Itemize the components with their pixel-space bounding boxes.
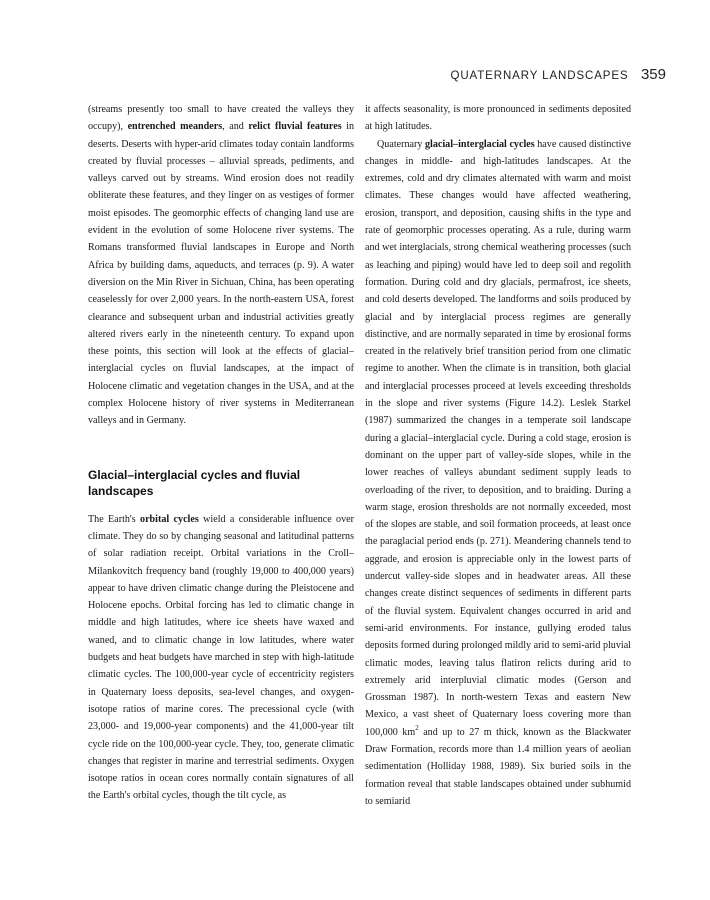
text-run: , and (222, 121, 249, 133)
left-column (88, 101, 354, 805)
key-term-entrenched-meanders: entrenched meanders (127, 121, 223, 133)
running-header (88, 66, 666, 84)
key-term-orbital-cycles: orbital cycles (140, 513, 199, 525)
page-number: 359 (640, 66, 666, 83)
text-run: wield a considerable influence over climate. They do so by changing seasonal and latitudinal patterns of solar radiation receipt. Orbital variations in the Croll–Milankovitch frequency band (roughly 19,000 to 400,000 years) appear to have driven climatic change during the Pleistocene and Holocene epochs. Orbital forcing has led to climatic change in middle and high latitudes, where ice sheets have waxed and waned, and to climatic change in low latitudes, where water budgets and heat budgets have marched in step with high-latitude climatic cycles. The 100,000-year cycle of eccentricity registers in Quaternary loess deposits, sea-level changes, and oxygen-isotope ratios of marine cores. The precessional cycle (with 23,000- and 19,000-year components) and the 41,000-year tilt cycle ride on the 100,000-year cycle. They, too, generate climatic changes that register in marine and terrestrial sediments. Oxygen isotope ratios in ocean cores normally contain signatures of all the Earth's orbital cycles, though the tilt cycle, as (88, 513, 354, 802)
text-run: (streams presently too small to have created the valleys they occupy), (88, 104, 354, 133)
key-term-glacial-interglacial-cycles: glacial–interglacial cycles (425, 138, 535, 150)
running-title: QUATERNARY LANDSCAPES (450, 70, 629, 82)
section-heading: Glacial–interglacial cycles and fluvial landscapes (88, 467, 301, 498)
paragraph-glacial-interglacial (365, 136, 631, 811)
superscript-two: 2 (415, 723, 419, 732)
text-run: have caused distinctive changes in middle- and high-latitudes landscapes. At the extremes, cold and dry climates alternated with warm and moist climates. These changes would have affected weathering, erosion, transport, and deposition, causing shifts in the type and rate of geomorphic processes operating. As a rule, during warm and wet interglacials, strong chemical weathering processes (such as leaching and piping) would have led to deep soil and regolith formation. During cold and dry glacials, permafrost, ice sheets, and cold deserts developed. The landforms and soils produced by glacial and by interglacial process regimes are generally distinctive, and are normally separated in time by erosional forms created in the relatively brief transition period from one climatic regime to another. When the climate is in transition, both glacial and interglacial processes proceed at levels exceeding thresholds in the slope and river systems (Figure 14.2). Leslek Starkel (1987) summarized the changes in a temperate soil landscape during a glacial–interglacial cycle. During a cold stage, erosion is dominant on the upper part of valley-side slopes, while in the lower reaches of valleys abundant sediment supply leads to overloading of the river, to deposition, and to braiding. During a warm stage, erosion thresholds are not normally exceeded, most of the slopes are stable, and soil formation proceeds, at least once the paraglacial period ends (p. 271). Meandering channels tend to aggrade, and erosion is appreciable only in the lowest parts of undercut valley-side slopes and in headwater areas. All these changes create distinct sequences of sediments in different parts of the fluvial system. Equivalent changes occurred in arid and semi-arid environments. For instance, gullying eroded talus deposits formed during prolonged mildly arid to semi-arid pluvial climatic modes, leaving talus flatiron relicts during arid to extremely arid interpluvial climatic modes (Gerson and Grossman 1987). In north-western Texas and eastern New Mexico, a vast sheet of Quaternary loess covering more than 100,000 km (365, 138, 632, 738)
paragraph-seasonality: it affects seasonality, is more pronounced in sediments deposited at high latitudes. (365, 104, 631, 133)
text-run: and up to 27 m thick, known as the Blackwater Draw Formation, records more than 1.4 million years of aeolian sedimentation (Holliday 1988, 1989). Six buried soils in the formation reveal that stable landscapes obtained under subhumid to semiarid (365, 726, 631, 807)
section-spacer (88, 430, 354, 467)
text-run: The Earth's (88, 513, 141, 525)
paragraph-relict-features (88, 101, 354, 430)
text-run: Quaternary (377, 138, 425, 150)
key-term-relict-fluvial-features: relict fluvial features (248, 121, 342, 133)
text-run: in deserts. Deserts with hyper-arid climates today contain landforms created by fluvial processes – alluvial spreads, pediments, and valleys carved out by streams. Wind erosion does not readily obliterate these features, and they linger on as vestiges of former moist episodes. The geomorphic effects of changing land use are evident in the evolution of some Holocene river systems. The Romans transformed fluvial landscapes in Europe and North Africa by building dams, aqueducts, and terraces (p. 9). A water diversion on the Min River in Sichuan, China, has been operating ceaselessly for over 2,000 years. In the north-eastern USA, forest clearance and subsequent urban and industrial activities greatly altered rivers early in the nineteenth century. To expand upon these points, this section will look at the effects of glacial–interglacial cycles on fluvial landscapes, at the impact of Holocene climatic and vegetation changes in the USA, and at the complex Holocene history of river systems in Mediterranean valleys and in Germany. (88, 121, 355, 427)
paragraph-orbital-cycles (88, 511, 354, 805)
right-column (365, 101, 631, 810)
